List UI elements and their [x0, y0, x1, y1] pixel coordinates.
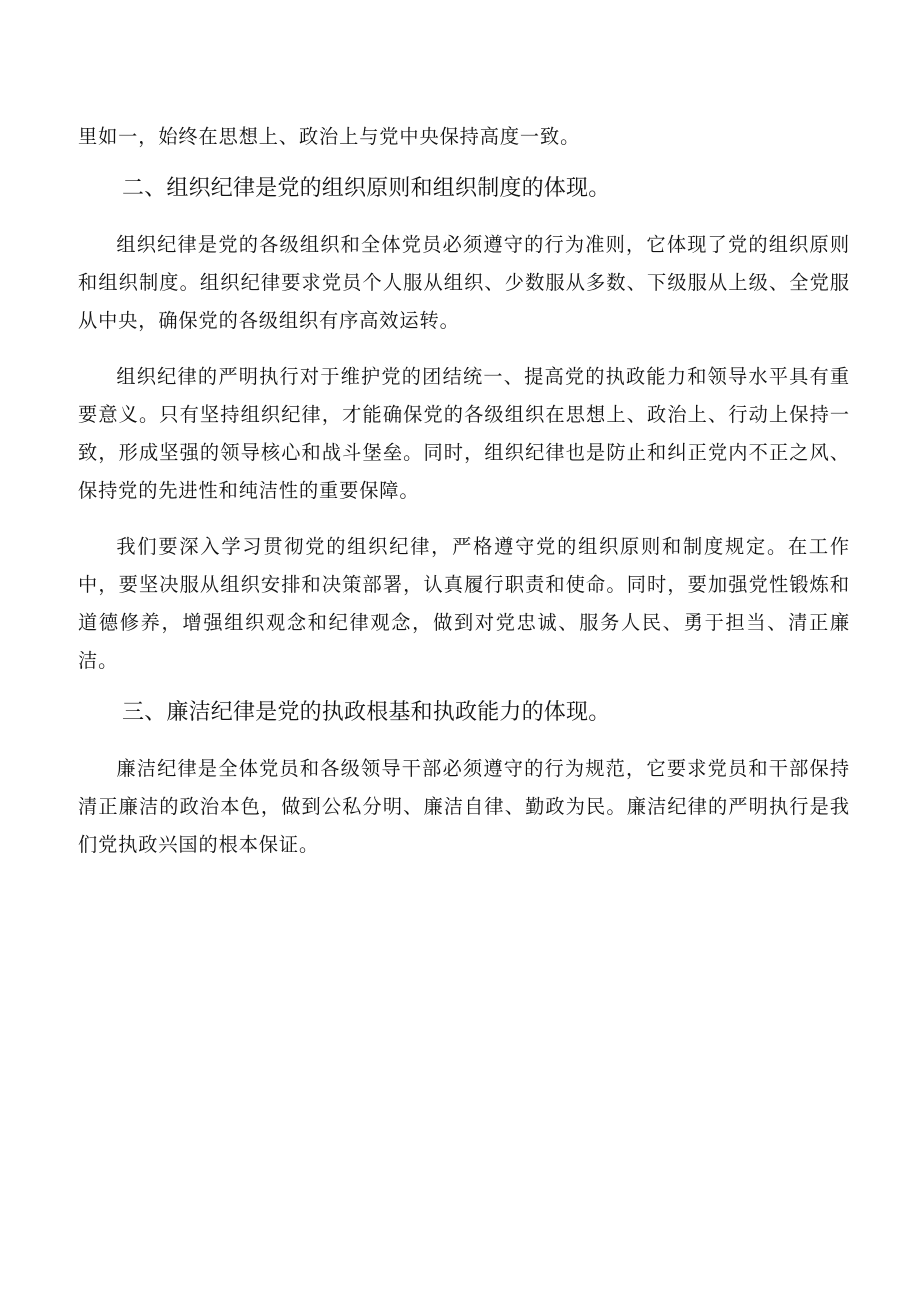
spacer [78, 156, 850, 170]
section-2-paragraph-2: 组织纪律的严明执行对于维护党的团结统一、提高党的执政能力和领导水平具有重要意义。只有坚持组织纪律，才能确保党的各级组织在思想上、政治上、行动上保持一致，形成坚强的领导核心和战斗堡垒。同时，组织纪律也是防止和纠正党内不正之风、保持党的先进性和纯洁性的重要保障。 [78, 365, 850, 502]
section-3-paragraph-1: 廉洁纪律是全体党员和各级领导干部必须遵守的行为规范，它要求党员和干部保持清正廉洁的政治本色，做到公私分明、廉洁自律、勤政为民。廉洁纪律的严明执行是我们党执政兴国的根本保证。 [78, 757, 850, 856]
spacer [78, 208, 850, 226]
spacer [78, 340, 850, 358]
section-2-paragraph-3: 我们要深入学习贯彻党的组织纪律，严格遵守党的组织原则和制度规定。在工作中，要坚决服从组织安排和决策部署，认真履行职责和使命。同时，要加强党性锻炼和道德修养，增强组织观念和纪律观念，做到对党忠诚、服务人民、勇于担当、清正廉洁。 [78, 535, 850, 672]
document-body [78, 118, 850, 864]
spacer [78, 732, 850, 750]
section-heading-2: 二、组织纪律是党的组织原则和组织制度的体现。 [122, 176, 611, 201]
spacer [78, 510, 850, 528]
carryover-paragraph: 里如一，始终在思想上、政治上与党中央保持高度一致。 [78, 125, 581, 148]
spacer [78, 680, 850, 694]
section-heading-3: 三、廉洁纪律是党的执政根基和执政能力的体现。 [122, 700, 611, 725]
section-2-paragraph-1: 组织纪律是党的各级组织和全体党员必须遵守的行为准则，它体现了党的组织原则和组织制度。组织纪律要求党员个人服从组织、少数服从多数、下级服从上级、全党服从中央，确保党的各级组织有序高效运转。 [78, 233, 850, 332]
